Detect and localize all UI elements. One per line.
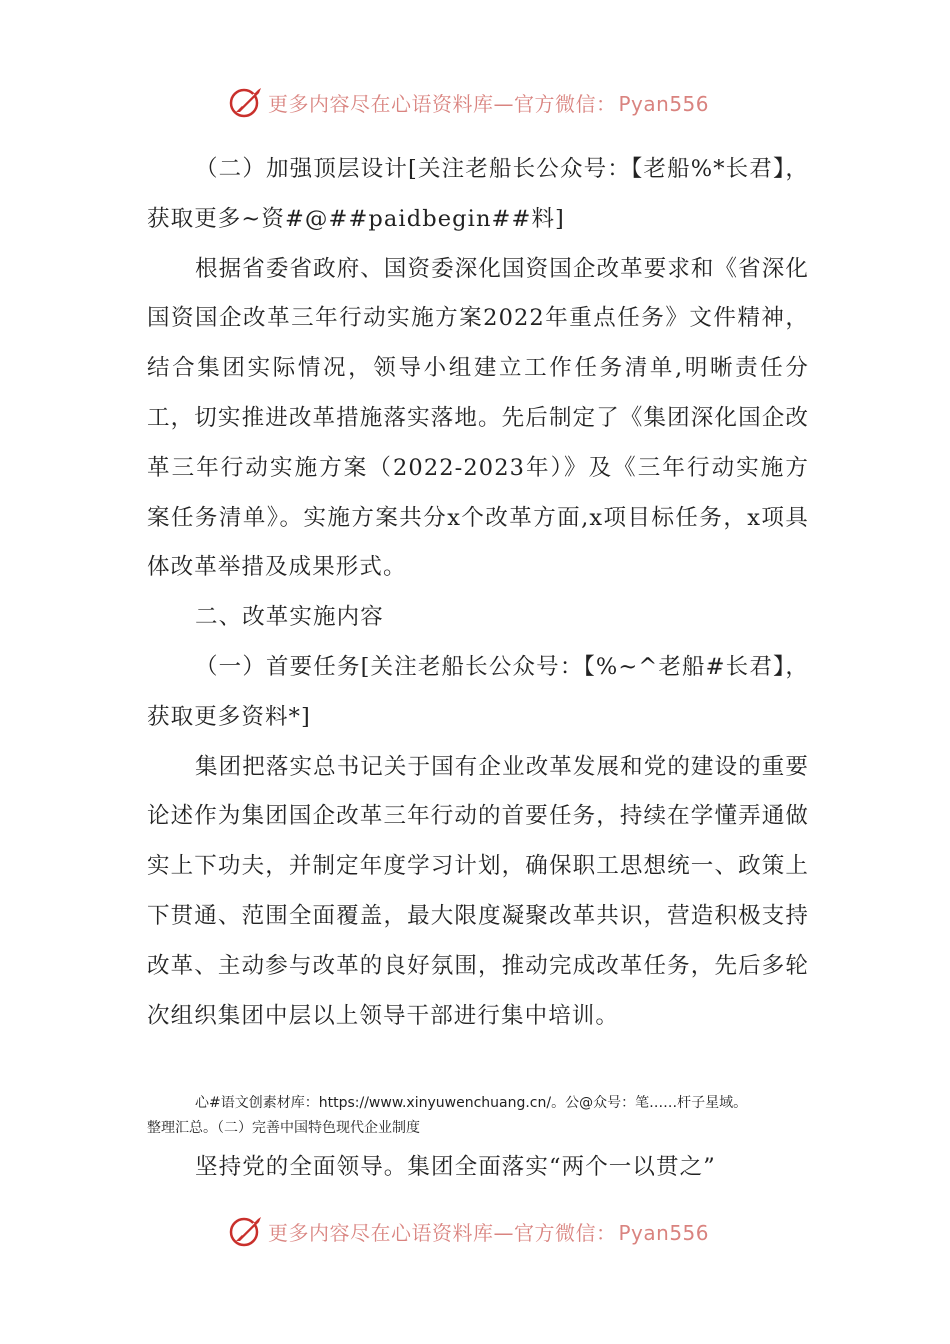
paragraph: 集团把落实总书记关于国有企业改革发展和党的建设的重要论述作为集团国企改革三年行动的首要任务，持续在学懂弄通做实上下功夫，并制定年度学习计划，确保职工思想统一、政策上下贯通、范围全面覆盖，最大限度凝聚改革共识，营造积极支持改革、主动参与改革的良好氛围，推动完成改革任务，先后多轮次组织集团中层以上领导干部进行集中培训。 xyxy=(147,753,809,1029)
source-note xyxy=(147,1091,809,1141)
paragraph-heading-2: （二）加强顶层设计[关注老船长公众号：【老船%*长君】，获取更多~资#@##paidbegin##料] xyxy=(147,156,809,232)
document-body xyxy=(147,145,809,1041)
quill-logo-icon xyxy=(228,84,264,120)
banner-text: 更多内容尽在心语资料库—官方微信： Pyan556 xyxy=(268,91,710,116)
source-note-line: 整理汇总。（二）完善中国特色现代企业制度 xyxy=(147,1120,420,1136)
quill-logo-icon xyxy=(228,1213,264,1249)
source-note-line: 心#语文创素材库：https://www.xinyuwenchuang.cn/。公@众号：笔……杆子星域。 xyxy=(195,1095,748,1111)
footer-banner xyxy=(228,1211,709,1251)
paragraph: 根据省委省政府、国资委深化国资国企改革要求和《省深化国资国企改革三年行动实施方案2022年重点任务》文件精神，结合集团实际情况，领导小组建立工作任务清单,明晰责任分工，切实推进改革措施落实落地。先后制定了《集团深化国企改革三年行动实施方案（2022-2023年）》及《三年行动实施方案任务清单》。实施方案共分x个改革方面,x项目标任务，x项具体改革举措及成果形式。 xyxy=(147,255,809,581)
section-heading: 二、改革实施内容 xyxy=(195,604,384,631)
paragraph-heading-1: （一）首要任务[关注老船长公众号：【%~^老船#长君】，获取更多资料*] xyxy=(147,653,809,730)
banner-text: 更多内容尽在心语资料库—官方微信： Pyan556 xyxy=(268,1220,710,1245)
header-banner xyxy=(228,82,709,122)
paragraph: 坚持党的全面领导。集团全面落实“两个一以贯之” xyxy=(195,1154,716,1180)
